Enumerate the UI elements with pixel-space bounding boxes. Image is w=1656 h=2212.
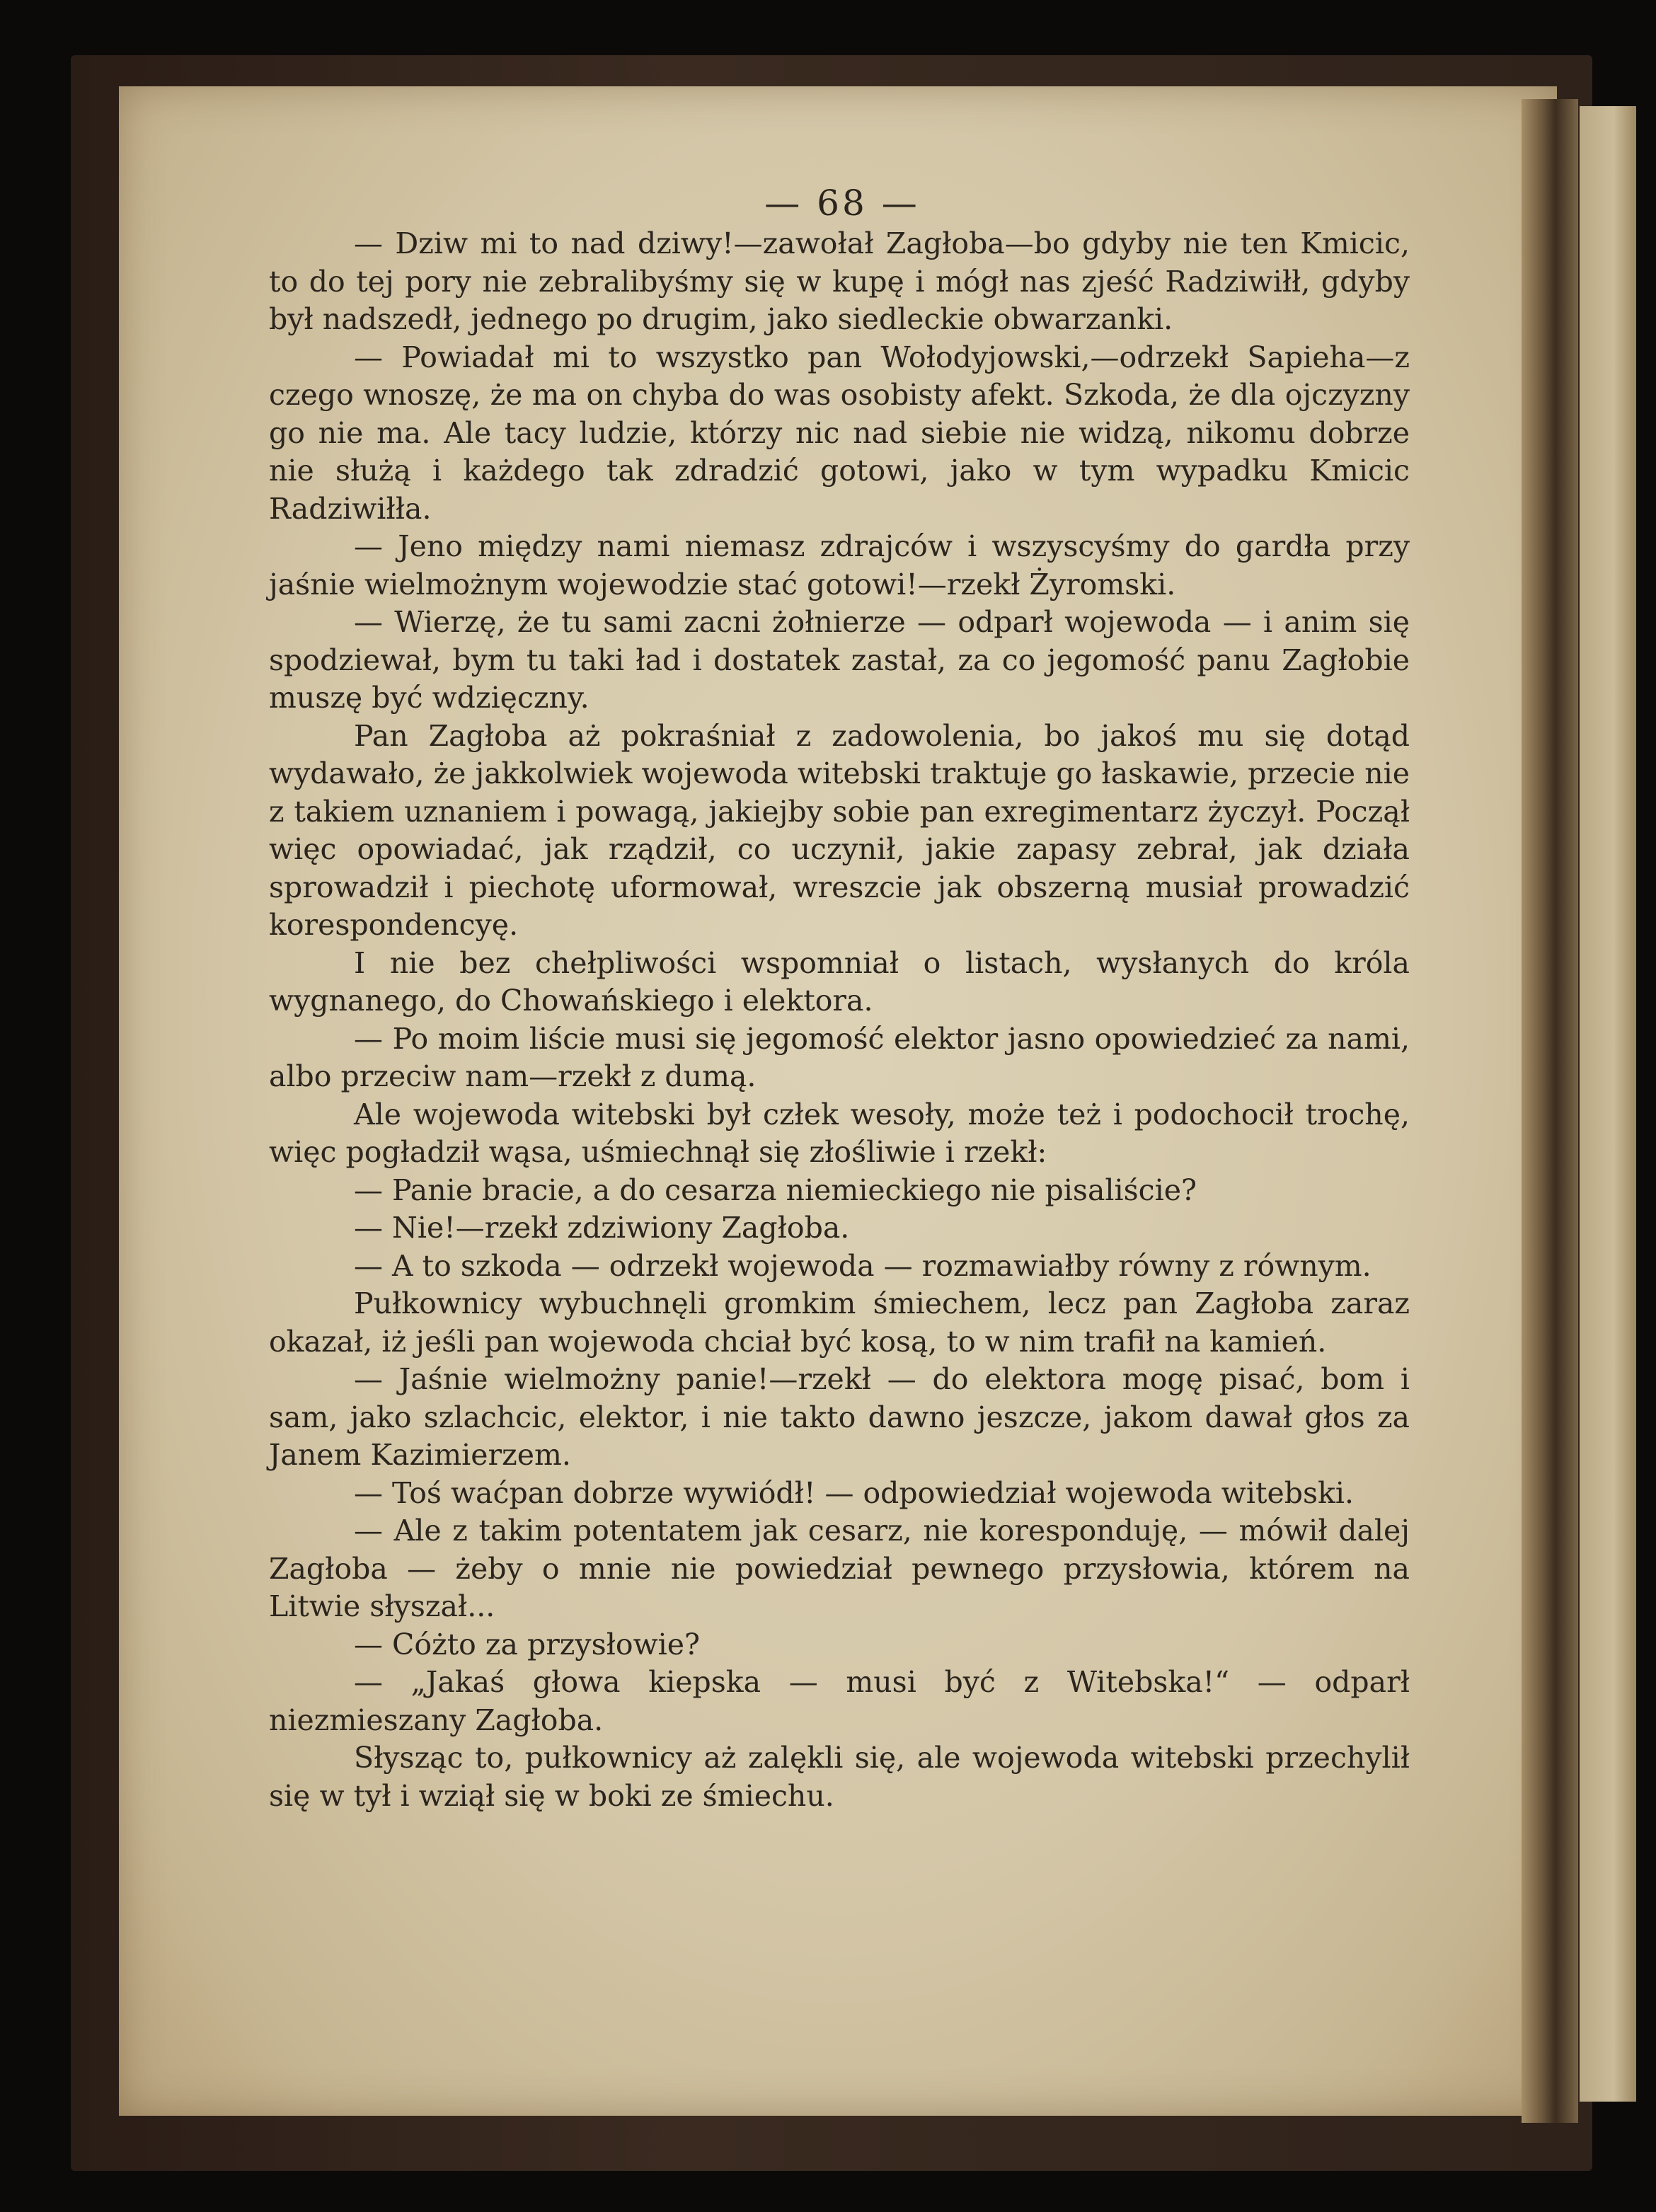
paragraph: Pan Zagłoba aż pokraśniał z zadowolenia, bo jakoś mu się dotąd wydawało, że jakkolwiek wojewoda witebski traktuje go łaskawie, przecie nie z takiem uznaniem i powagą, jakiejby sobie pan exregimentarz życzył. Począł więc opowiadać, jak rządził, co uczynił, jakie zapasy zebrał, jak działa sprowadził i piechotę uformował, wreszcie jak obszerną musiał prowadzić korespondencyę. bbox=[269, 718, 1410, 942]
paragraph: Ale wojewoda witebski był człek wesoły, może też i podochocił trochę, więc pogładził wąsa, uśmiechnął się złośliwie i rzekł: bbox=[269, 1097, 1410, 1169]
paragraph: I nie bez chełpliwości wspomniał o listach, wysłanych do króla wygnanego, do Chowańskiego i elektora. bbox=[269, 945, 1410, 1018]
paragraph: — Powiadał mi to wszystko pan Wołodyjowski,—odrzekł Sapieha—z czego wnoszę, że ma on chyba do was osobisty afekt. Szkoda, że dla ojczyzny go nie ma. Ale tacy ludzie, którzy nic nad siebie nie widzą, nikomu dobrze nie służą i każdego tak zdradzić gotowi, jako w tym wypadku Kmicic Radziwiłła. bbox=[269, 340, 1410, 526]
book-gutter bbox=[1522, 99, 1578, 2123]
page-text bbox=[269, 225, 1410, 1815]
page-number: — 68 — bbox=[764, 183, 920, 224]
paragraph: — „Jakaś głowa kiepska — musi być z Witebska!“ — odparł niezmieszany Zagłoba. bbox=[269, 1665, 1410, 1737]
paragraph: — Po moim liście musi się jegomość elektor jasno opowiedzieć za nami, albo przeciw nam—rzekł z dumą. bbox=[269, 1021, 1410, 1093]
paragraph: — A to szkoda — odrzekł wojewoda — rozmawiałby równy z równym. bbox=[354, 1248, 1372, 1283]
paragraph: — Panie bracie, a do cesarza niemieckiego nie pisaliście? bbox=[354, 1173, 1197, 1207]
next-page-edge bbox=[1580, 106, 1636, 2102]
paragraph: — Cóżto za przysłowie? bbox=[354, 1627, 701, 1661]
paragraph: — Nie!—rzekł zdziwiony Zagłoba. bbox=[354, 1211, 850, 1245]
paragraph: — Toś waćpan dobrze wywiódł! — odpowiedział wojewoda witebski. bbox=[354, 1475, 1355, 1510]
paragraph: — Jeno między nami niemasz zdrajców i wszyscyśmy do gardła przy jaśnie wielmożnym wojewodzie stać gotowi!—rzekł Żyromski. bbox=[269, 529, 1410, 601]
paragraph: — Jaśnie wielmożny panie!—rzekł — do elektora mogę pisać, bom i sam, jako szlachcic, elektor, i nie takto dawno jeszcze, jakom dawał głos za Janem Kazimierzem. bbox=[269, 1362, 1410, 1472]
paragraph: — Ale z takim potentatem jak cesarz, nie koresponduję, — mówił dalej Zagłoba — żeby o mnie nie powiedział pewnego przysłowia, którem na Litwie słyszał... bbox=[269, 1514, 1410, 1623]
paragraph: — Wierzę, że tu sami zacni żołnierze — odparł wojewoda — i anim się spodziewał, bym tu taki ład i dostatek zastał, za co jegomość panu Zagłobie muszę być wdzięczny. bbox=[269, 605, 1410, 715]
paragraph: Słysząc to, pułkownicy aż zalękli się, ale wojewoda witebski przechylił się w tył i wziął się w boki ze śmiechu. bbox=[269, 1741, 1410, 1813]
paragraph: — Dziw mi to nad dziwy!—zawołał Zagłoba—bo gdyby nie ten Kmicic, to do tej pory nie zebralibyśmy się w kupę i mógł nas zjeść Radziwiłł, gdyby był nadszedł, jednego po drugim, jako siedleckie obwarzanki. bbox=[269, 226, 1410, 336]
paragraph: Pułkownicy wybuchnęli gromkim śmiechem, lecz pan Zagłoba zaraz okazał, iż jeśli pan wojewoda chciał być kosą, to w nim trafił na kamień. bbox=[269, 1286, 1410, 1359]
